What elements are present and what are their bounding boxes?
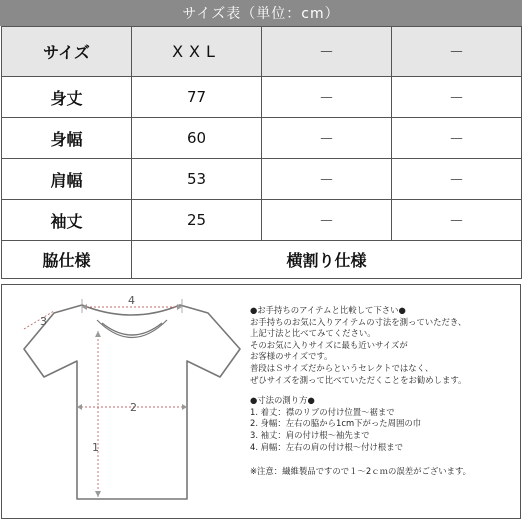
table-row-side-spec <box>2 241 522 279</box>
method-title: ●寸法の測り方● <box>250 395 315 406</box>
method-line: 2. 身幅：左右の脇から1cm下がった周囲の巾 <box>250 418 422 429</box>
header-size-xxl: XXL <box>132 27 262 77</box>
row-label-body-length: 身丈 <box>2 77 132 118</box>
size-table <box>1 26 522 279</box>
cell-value: － <box>392 200 522 241</box>
table-row <box>2 77 522 118</box>
table-row <box>2 118 522 159</box>
note-line: 上記寸法と比べてみてください。 <box>250 328 376 339</box>
cell-value: － <box>262 159 392 200</box>
cell-value: 53 <box>132 159 262 200</box>
method-line: 4. 肩幅：左右の肩の付け根～付け根まで <box>250 441 404 452</box>
header-size-empty-1: － <box>262 27 392 77</box>
side-spec-value: 横割り仕様 <box>132 241 522 279</box>
note-line: そのお気に入りサイズに最も近いサイズが <box>250 339 408 350</box>
method-line: 3. 袖丈：肩の付け根～袖先まで <box>250 429 370 440</box>
cell-value: 25 <box>132 200 262 241</box>
measurement-info-box <box>1 284 521 519</box>
row-label-shoulder-width: 肩幅 <box>2 159 132 200</box>
size-chart-title: サイズ表（単位：cm） <box>0 0 522 26</box>
header-size-empty-2: － <box>392 27 522 77</box>
cell-value: － <box>392 118 522 159</box>
cell-value: － <box>262 118 392 159</box>
marker-4: 4 <box>128 294 135 307</box>
row-label-side-spec: 脇仕様 <box>2 241 132 279</box>
note-line: お客様のサイズです。 <box>250 351 333 362</box>
tshirt-outline-icon <box>2 285 242 518</box>
caution-note: ※注意：繊維製品ですので１～2ｃｍの誤差がございます。 <box>250 466 472 477</box>
marker-3: 3 <box>40 315 47 328</box>
table-row <box>2 200 522 241</box>
header-size-label: サイズ <box>2 27 132 77</box>
marker-2: 2 <box>130 401 137 414</box>
cell-value: 77 <box>132 77 262 118</box>
table-header-row <box>2 27 522 77</box>
cell-value: 60 <box>132 118 262 159</box>
row-label-sleeve-length: 袖丈 <box>2 200 132 241</box>
note-line: ●お手持ちのアイテムと比較して下さい● <box>250 305 406 315</box>
marker-1: 1 <box>92 441 99 454</box>
row-label-body-width: 身幅 <box>2 118 132 159</box>
cell-value: － <box>262 77 392 118</box>
measurement-notes <box>250 305 516 478</box>
cell-value: － <box>392 77 522 118</box>
cell-value: － <box>262 200 392 241</box>
method-line: 1. 着丈：襟のリブの付け位置～裾まで <box>250 406 395 417</box>
table-row <box>2 159 522 200</box>
note-line: お手持ちのお気に入りアイテムの寸法を測っていただき、 <box>250 316 467 327</box>
note-line: 普段はＳサイズだからというセレクトではなく、 <box>250 362 434 373</box>
cell-value: － <box>392 159 522 200</box>
note-line: ぜひサイズを測って比べていただくことをお勧めします。 <box>250 374 467 385</box>
